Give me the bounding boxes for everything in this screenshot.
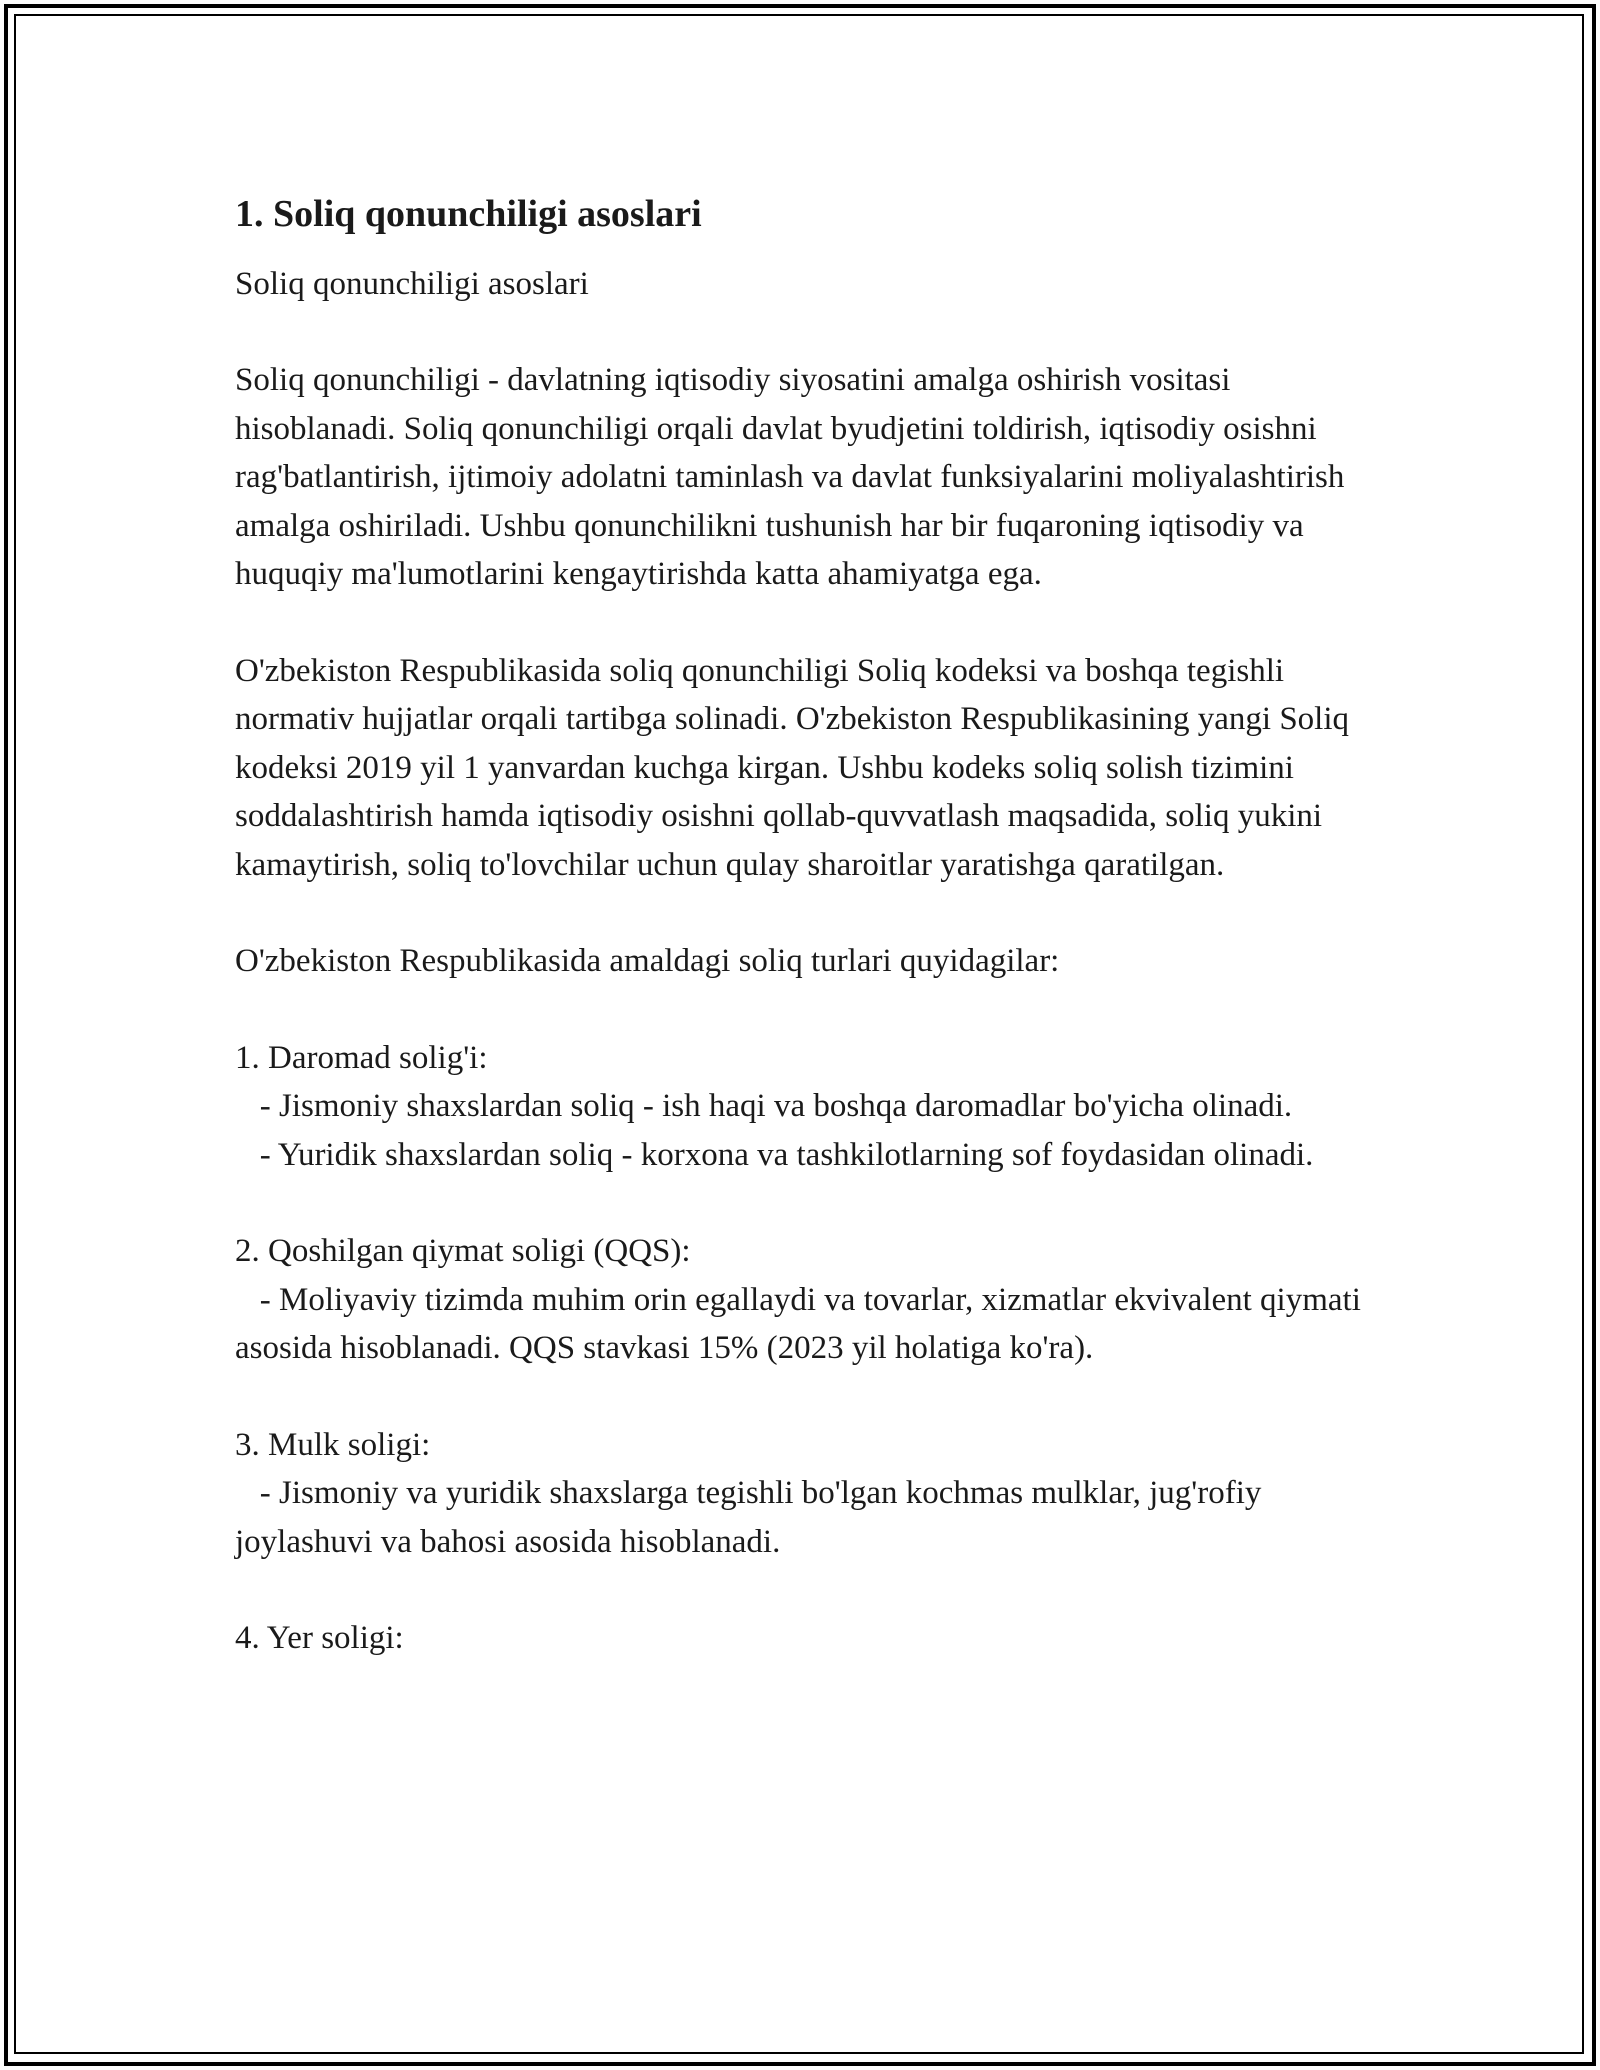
tax-type-heading: 3. Mulk soligi:: [235, 1426, 431, 1463]
tax-type-line: - Jismoniy shaxslardan soliq - ish haqi va boshqa daromadlar bo'yicha olinadi.: [235, 1088, 1293, 1124]
tax-types-intro: O'zbekiston Respublikasida amaldagi soliq turlari quyidagilar:: [235, 943, 1060, 979]
tax-type-land: [235, 1614, 1385, 1663]
paragraph-tax-code: O'zbekiston Respublikasida soliq qonunchiligi Soliq kodeksi va boshqa tegishli normativ hujjatlar orqali tartibga solinadi. O'zbekiston Respublikasining yangi Soliq kodeksi 2019 yil 1 yanvardan kuchga kirgan. Ushbu kodeks soliq solish tizimini soddalashtirish hamda iqtisodiy osishni qollab-quvvatlash maqsadida, soliq yukini kamaytirish, soliq to'lovchilar uchun qulay sharoitlar yaratishga qaratilgan.: [235, 652, 1350, 883]
tax-type-heading: 1. Daromad solig'i:: [235, 1039, 488, 1076]
tax-type-line: - Moliyaviy tizimda muhim orin egallaydi va tovarlar, xizmatlar ekvivalent qiymati asosida hisoblanadi. QQS stavkasi 15% (2023 yil holatiga ko'ra).: [235, 1281, 1370, 1366]
paragraph-intro: Soliq qonunchiligi - davlatning iqtisodiy siyosatini amalga oshirish vositasi hisoblanadi. Soliq qonunchiligi orqali davlat byudjetini toldirish, iqtisodiy osishni rag'batlantirish, ijtimoiy adolatni taminlash va davlat funksiyalarini moliyalashtirish amalga oshiriladi. Ushbu qonunchilikni tushunish har bir fuqaroning iqtisodiy va huquqiy ma'lumotlarini kengaytirishda katta ahamiyatga ega.: [235, 362, 1345, 592]
tax-type-line: - Yuridik shaxslardan soliq - korxona va tashkilotlarning sof foydasidan olinadi.: [235, 1136, 1314, 1173]
document-subtitle: Soliq qonunchiligi asoslari: [235, 266, 589, 302]
tax-type-heading: 2. Qoshilgan qiymat soligi (QQS):: [235, 1233, 691, 1269]
document-title: 1. Soliq qonunchiligi asoslari: [235, 193, 702, 235]
tax-type-property: [235, 1421, 1385, 1567]
document-body: [235, 186, 1385, 1663]
tax-type-income: [235, 1034, 1385, 1180]
tax-type-line: - Jismoniy va yuridik shaxslarga tegishli bo'lgan kochmas mulklar, jug'rofiy joylashuvi va bahosi asosida hisoblanadi.: [235, 1475, 1270, 1560]
tax-type-heading: 4. Yer soligi:: [235, 1620, 404, 1656]
tax-type-vat: [235, 1227, 1385, 1373]
